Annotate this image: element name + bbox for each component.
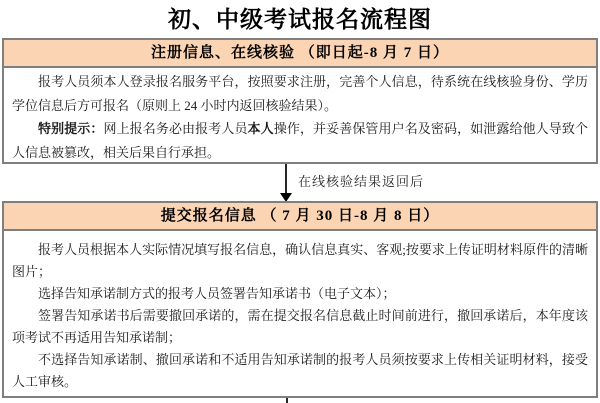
arrow-label: 在线核验结果返回后 xyxy=(298,174,425,189)
page-title: 初、中级考试报名流程图 xyxy=(168,7,432,32)
section-register-body xyxy=(4,68,596,164)
section-register xyxy=(2,38,598,164)
paragraph: 特别提示：网上报名务必由报考人员本人操作，并妥善保管用户名及密码，如泄露给他人导致个人信息被篡改，相关后果自行承担。 xyxy=(12,121,588,160)
paragraph: 报考人员根据本人实际情况填写报名信息，确认信息真实、客观;按要求上传证明材料原件的清晰图片； xyxy=(12,242,588,279)
arrow-line xyxy=(285,164,287,194)
paragraph: 签署告知承诺书后需要撤回承诺的，需在提交报名信息截止时间前进行，撤回承诺后，本年度该项考试不再适用告知承诺制； xyxy=(12,308,588,345)
paragraph: 选择告知承诺制方式的报考人员签署告知承诺书（电子文本）； xyxy=(38,286,396,301)
section-submit-body xyxy=(4,231,596,393)
paragraph: 报考人员须本人登录报名服务平台，按照要求注册，完善个人信息，待系统在线核验身份、学历学位信息后方可报名（原则上 24 小时内返回核验结果）。 xyxy=(12,74,588,113)
section-submit xyxy=(2,201,598,398)
paragraph: 不选择告知承诺制、撤回承诺和不适用告知承诺制的报考人员须按要求上传相关证明材料，接受人工审核。 xyxy=(12,352,588,389)
flow-connector xyxy=(0,164,600,201)
section-register-header: 注册信息、在线核验 （即日起-8 月 7 日） xyxy=(4,40,596,68)
flow-connector-bottom xyxy=(286,398,288,403)
section-submit-header: 提交报名信息 （ 7 月 30 日-8 月 8 日） xyxy=(4,203,596,231)
